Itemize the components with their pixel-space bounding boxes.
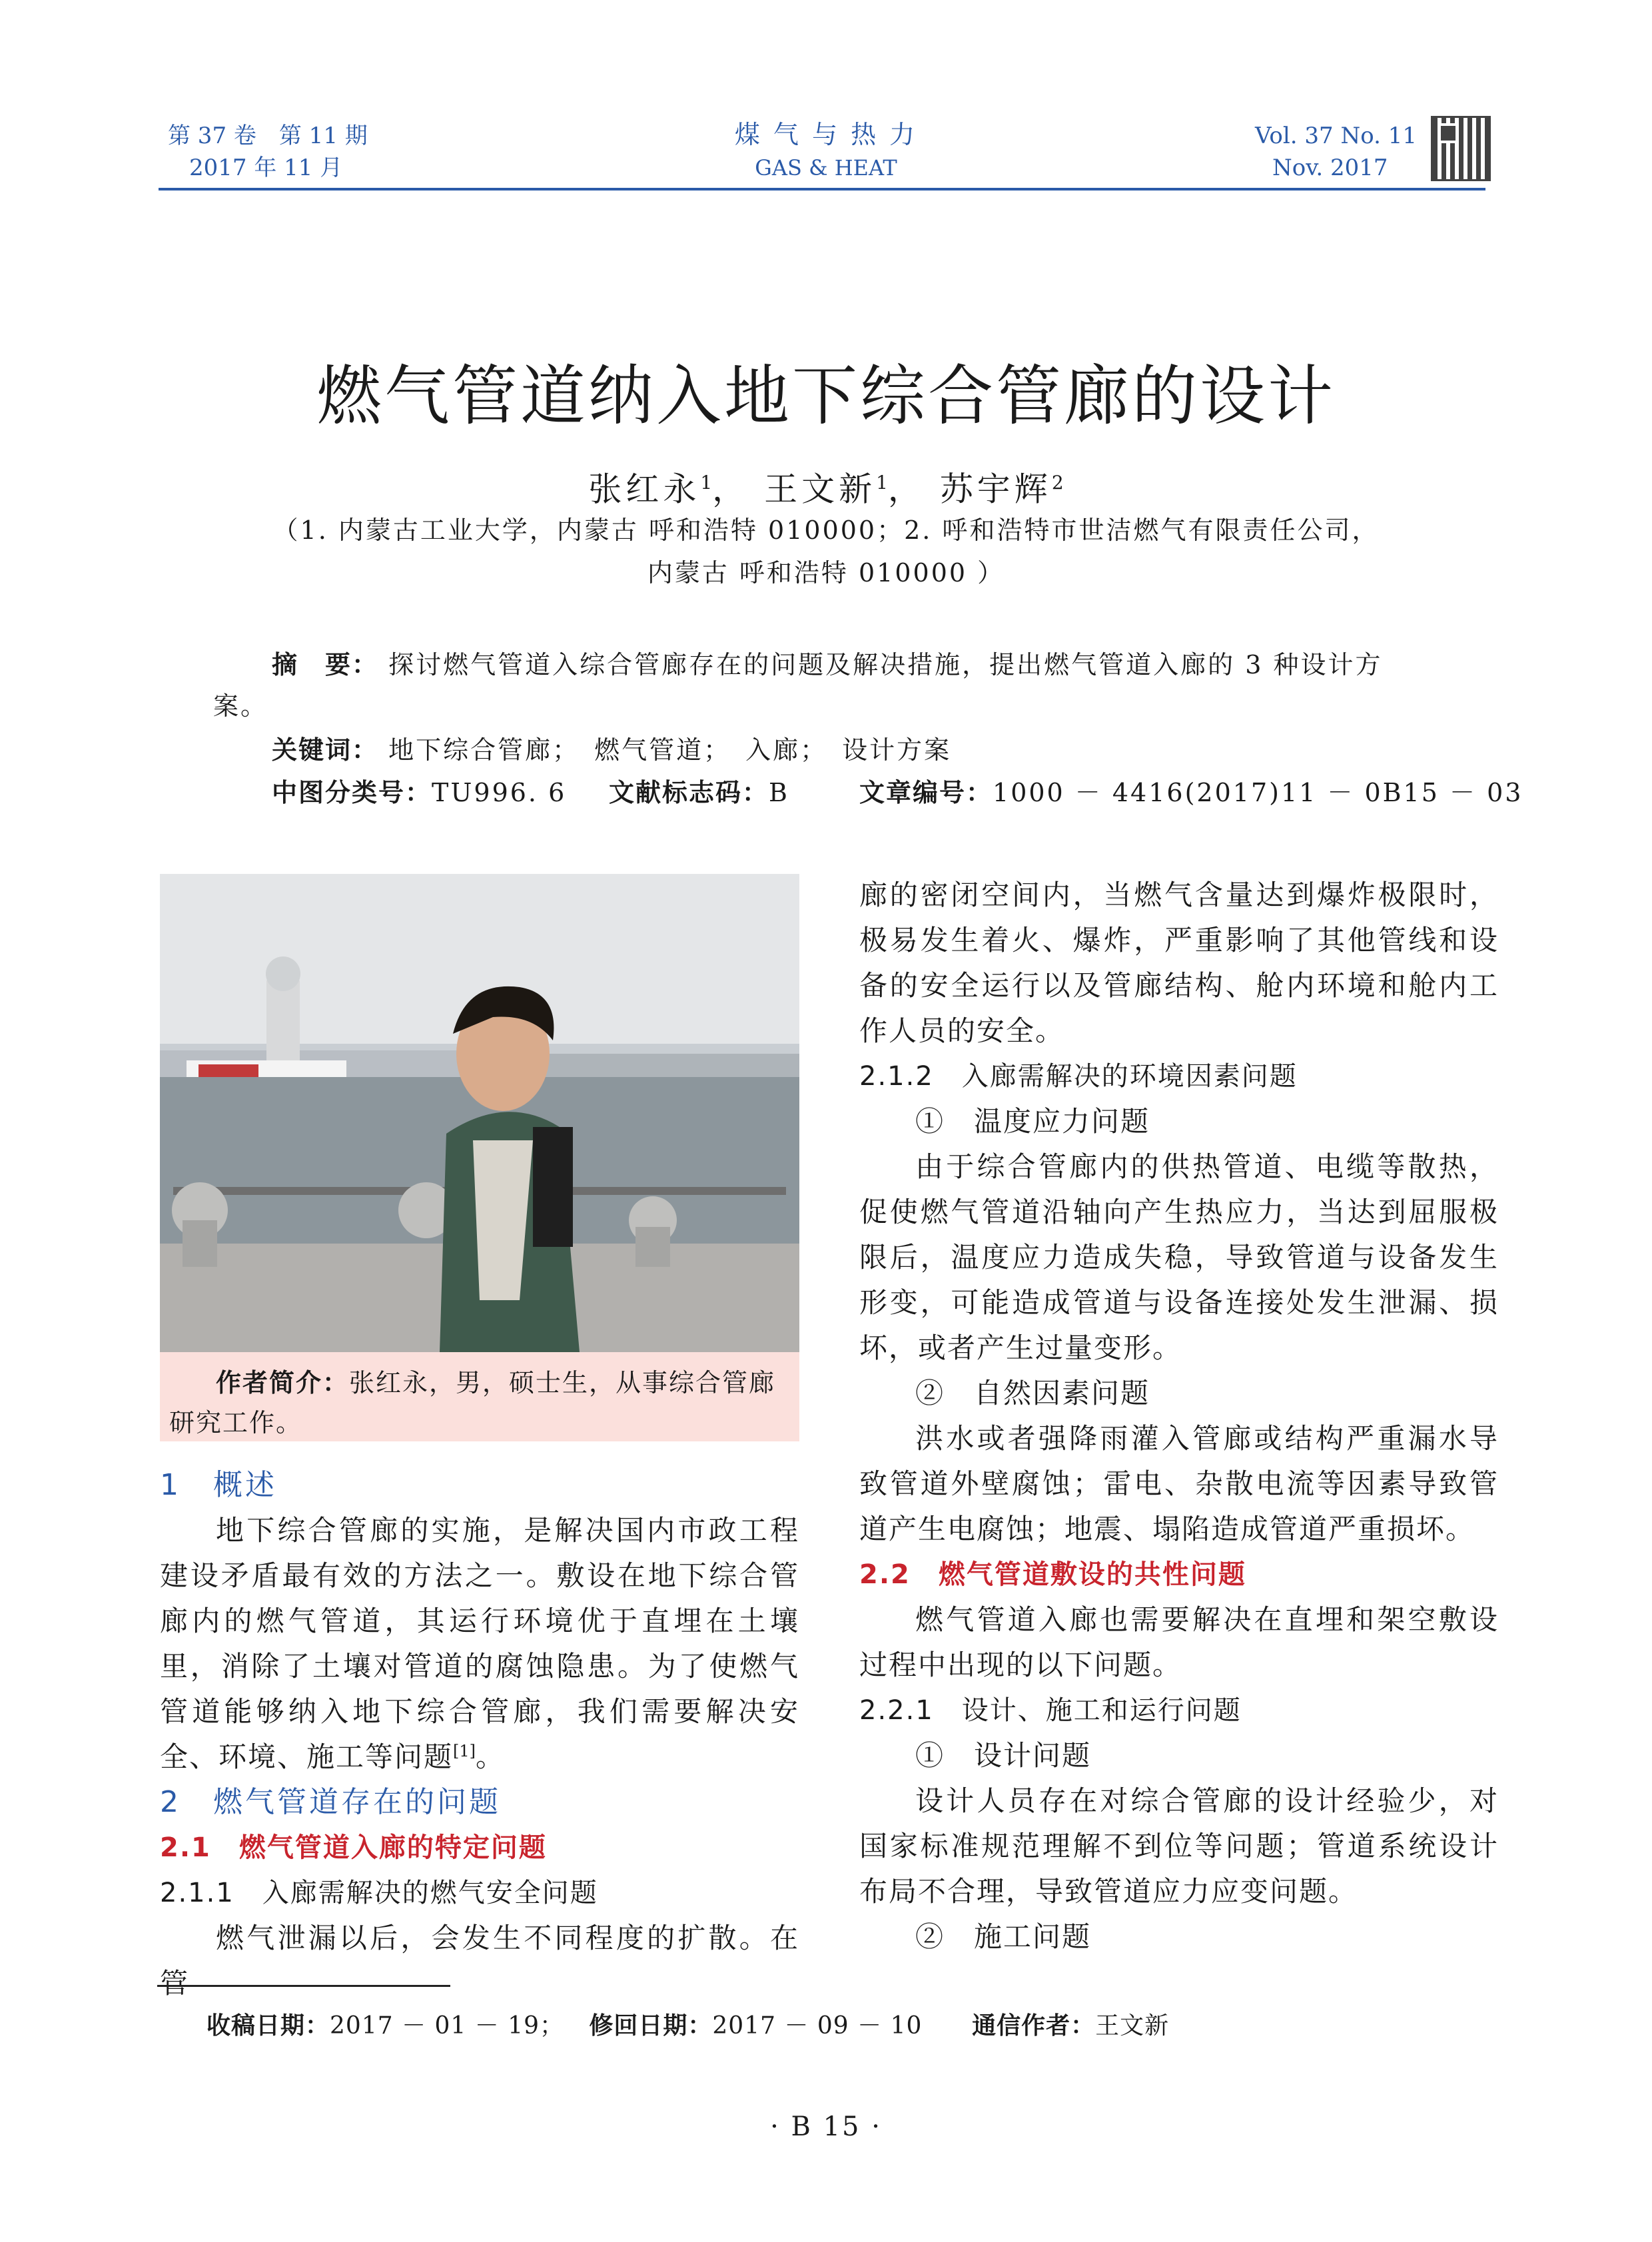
- author-photo: [160, 874, 799, 1352]
- section-2-1-1-paragraph: 燃气泄漏以后，会发生不同程度的扩散。在管: [160, 1922, 799, 2000]
- author-list: [0, 460, 1652, 513]
- section-2-1-heading: 2.1 燃气管道入廊的特定问题: [160, 1832, 547, 1863]
- section-1-end: 。: [476, 1740, 506, 1773]
- received-label: 收稿日期：: [206, 2012, 330, 2040]
- abstract-label: 摘 要：: [272, 650, 379, 679]
- author-affil-mark: 1: [700, 472, 713, 494]
- item-thermal-stress: ① 温度应力问题: [915, 1105, 1150, 1138]
- journal-name-en: GAS & HEAT: [755, 155, 897, 181]
- header-volume-issue: 第 37 卷 第 11 期: [168, 123, 368, 149]
- thermal-stress-paragraph: 由于综合管廊内的供热管道、电缆等散热，促使燃气管道沿轴向产生热应力，当达到屈服极限后，温度应力造成失稳，导致管道与设备发生形变，可能造成管道与设备连接处发生泄漏、损坏，或者产生过量变形。: [859, 1150, 1499, 1364]
- abstract: [272, 643, 1382, 686]
- header-rule: [159, 188, 1485, 190]
- keywords-text: 地下综合管廊； 燃气管道； 入廊； 设计方案: [388, 735, 952, 765]
- received-value: 2017 － 01 － 19；: [330, 2012, 565, 2040]
- affiliation-line-2: 内蒙古 呼和浩特 010000 ）: [647, 558, 1005, 587]
- article-number: [859, 771, 1523, 814]
- natural-factors-paragraph: 洪水或者强降雨灌入管廊或结构严重漏水导致管道外壁腐蚀；雷电、杂散电流等因素导致管道产生电腐蚀；地震、塌陷造成管道严重损坏。: [859, 1422, 1499, 1545]
- author-affil-mark: 2: [1051, 472, 1064, 494]
- author-affil-mark: 1: [876, 472, 888, 494]
- abstract-text: 探讨燃气管道入综合管廊存在的问题及解决措施，提出燃气管道入廊的 3 种设计方: [388, 650, 1383, 679]
- header-date-en: Nov. 2017: [1272, 155, 1388, 181]
- author-name: 苏宇辉: [939, 470, 1052, 509]
- keywords-label: 关键词：: [272, 735, 379, 765]
- abstract-text-cont: 案。: [213, 691, 268, 721]
- header-date-cn: 2017 年 11 月: [189, 155, 343, 181]
- bio-text: 张红永，男，硕士生，从事综合管廊研究工作。: [169, 1368, 776, 1437]
- page-number: · B 15 ·: [770, 2111, 882, 2142]
- section-2-heading: 2 燃气管道存在的问题: [160, 1785, 501, 1819]
- corresponding-author-value: 王文新: [1095, 2012, 1170, 2040]
- clc-value: TU996. 6: [432, 778, 567, 807]
- item-natural-factors: ② 自然因素问题: [915, 1377, 1150, 1409]
- author-name: 王文新: [764, 470, 877, 509]
- doc-code: [609, 771, 789, 814]
- citation-ref: [1]: [453, 1742, 476, 1760]
- footnote: [206, 2006, 1169, 2046]
- keywords: [272, 729, 951, 771]
- section-2-2-heading: 2.2 燃气管道敷设的共性问题: [859, 1559, 1246, 1590]
- item-design-issues: ① 设计问题: [915, 1739, 1092, 1772]
- section-2-1-1-heading: 2.1.1 入廊需解决的燃气安全问题: [160, 1878, 598, 1908]
- corresponding-author-label: 通信作者：: [972, 2012, 1096, 2040]
- section-2-2-1-heading: 2.2.1 设计、施工和运行问题: [859, 1695, 1242, 1726]
- section-2-2-paragraph: 燃气管道入廊也需要解决在直埋和架空敷设过程中出现的以下问题。: [859, 1603, 1499, 1681]
- revised-label: 修回日期：: [589, 2012, 713, 2040]
- author-bio: [160, 1352, 799, 1441]
- section-1-heading: 1 概述: [160, 1468, 277, 1502]
- section-2-1-2-heading: 2.1.2 入廊需解决的环境因素问题: [859, 1061, 1298, 1092]
- revised-value: 2017 － 09 － 10: [712, 2012, 923, 2040]
- design-issues-paragraph: 设计人员存在对综合管廊的设计经验少，对国家标准规范理解不到位等问题；管道系统设计布局不合理，导致管道应力应变问题。: [859, 1784, 1499, 1908]
- affiliation-line-1: （1. 内蒙古工业大学，内蒙古 呼和浩特 010000；2. 呼和浩特市世洁燃气有限责任公司，: [272, 516, 1380, 545]
- continued-paragraph: 廊的密闭空间内，当燃气含量达到爆炸极限时，极易发生着火、爆炸，严重影响了其他管线和设备的安全运行以及管廊结构、舱内环境和舱内工作人员的安全。: [859, 879, 1499, 1047]
- classification-row: [272, 771, 566, 814]
- journal-name-cn: 煤 气 与 热 力: [734, 120, 918, 149]
- author-separator: ，: [712, 470, 750, 509]
- footnote-rule: [157, 1985, 450, 1987]
- doc-code-label: 文献标志码：: [609, 778, 769, 807]
- paper-title: 燃气管道纳入地下综合管廊的设计: [316, 358, 1336, 434]
- article-number-value: 1000 － 4416(2017)11 － 0B15 － 03: [993, 778, 1523, 807]
- clc-label: 中图分类号：: [272, 778, 432, 807]
- header-volume-en: Vol. 37 No. 11: [1255, 123, 1417, 149]
- article-number-label: 文章编号：: [859, 778, 993, 807]
- left-column: [160, 1463, 799, 2006]
- section-1-paragraph: [160, 1508, 799, 1780]
- right-column: [859, 873, 1499, 1960]
- item-construction-issues: ② 施工问题: [915, 1920, 1092, 1953]
- section-1-text: 地下综合管廊的实施，是解决国内市政工程建设矛盾最有效的方法之一。敷设在地下综合管廊内的燃气管道，其运行环境优于直埋在土壤里，消除了土壤对管道的腐蚀隐患。为了使燃气管道能够纳入地下综合管廊，我们需要解决安全、环境、施工等问题: [160, 1514, 799, 1773]
- qr-code-icon: [1431, 116, 1491, 181]
- author-name: 张红永: [588, 470, 701, 509]
- doc-code-value: B: [769, 778, 789, 807]
- bio-label: 作者简介：: [216, 1368, 350, 1397]
- author-separator: ，: [887, 470, 925, 509]
